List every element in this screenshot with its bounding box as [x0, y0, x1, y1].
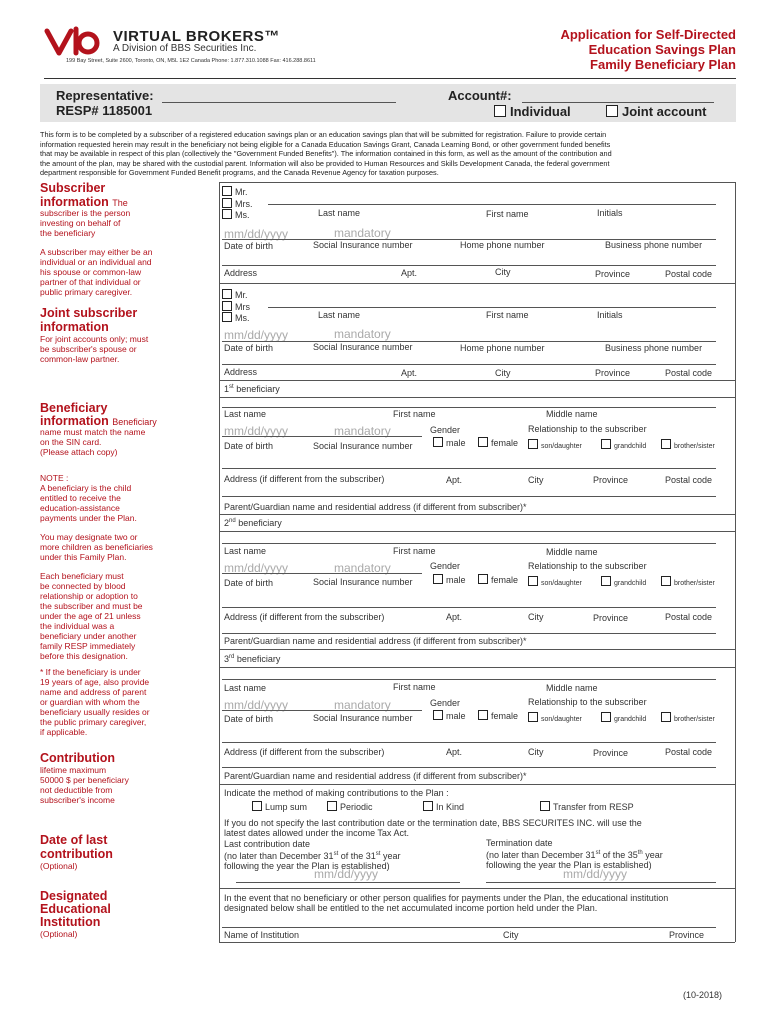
- beneficiary-1-male-checkbox[interactable]: [433, 437, 443, 447]
- subscriber-desc-2: A subscriber may either be an individual or an individual and his spouse or common-law partner of that individual or public primary caregiver.: [40, 247, 153, 297]
- beneficiary-1-grandchild-option[interactable]: grandchild: [601, 439, 646, 450]
- institution-province-label: Province: [669, 930, 705, 940]
- beneficiary-3-dob-input[interactable]: mm/dd/yyyy: [224, 698, 289, 712]
- title-mr-option[interactable]: Mr.: [222, 186, 253, 198]
- section-divider: [219, 380, 735, 381]
- termination-date-label: Termination date (no later than December 31st of the 35th year following the year the Plan is established): [486, 838, 663, 870]
- subscriber-first-name-label: First name: [486, 209, 529, 219]
- beneficiary-note-3: Each beneficiary must be connected by blood relationship or adoption to the subscriber and must be under the age of 21 unless the individual was a beneficiary under another family RESP immediately before this designation.: [40, 571, 143, 661]
- beneficiary-3-header: 3rd beneficiary: [224, 654, 281, 664]
- account-input[interactable]: [522, 102, 714, 103]
- joint-title-mrs-option[interactable]: Mrs: [222, 301, 250, 313]
- beneficiary-2-son-option[interactable]: son/daughter: [528, 576, 582, 587]
- beneficiary-2-son-checkbox[interactable]: [528, 576, 538, 586]
- last-contribution-date-label: Last contribution date (no later than December 31st of the 31st year following the year the Plan is established): [224, 839, 401, 871]
- contribution-method-label: Indicate the method of making contributions to the Plan :: [224, 788, 449, 798]
- section-divider: [219, 784, 735, 785]
- subscriber-business-phone-label: Business phone number: [605, 240, 703, 250]
- beneficiary-3-son-option[interactable]: son/daughter: [528, 712, 582, 723]
- lump-sum-option[interactable]: Lump sum: [252, 801, 307, 812]
- beneficiary-3-sin-input[interactable]: mandatory: [334, 698, 391, 712]
- beneficiary-3-female-checkbox[interactable]: [478, 710, 488, 720]
- joint-row2-line: [222, 341, 716, 342]
- beneficiary-3-gender-label: Gender: [430, 698, 461, 708]
- beneficiary-2-sibling-checkbox[interactable]: [661, 576, 671, 586]
- mrs-checkbox[interactable]: [222, 198, 232, 208]
- beneficiary-divider: [219, 531, 735, 532]
- lump-sum-checkbox[interactable]: [252, 801, 262, 811]
- beneficiary-3-address-label: Address (if different from the subscriber): [224, 747, 385, 757]
- last-contribution-optional: (Optional): [40, 861, 78, 871]
- beneficiary-2-dob-input[interactable]: mm/dd/yyyy: [224, 561, 289, 575]
- joint-home-phone-label: Home phone number: [460, 343, 545, 353]
- beneficiary-2-grandchild-checkbox[interactable]: [601, 576, 611, 586]
- beneficiary-1-guardian-label: Parent/Guardian name and residential address (if different from subscriber)*: [224, 502, 527, 512]
- header-rule: [44, 78, 736, 79]
- beneficiary-2-female-checkbox[interactable]: [478, 574, 488, 584]
- subscriber-dob-input[interactable]: mm/dd/yyyy: [224, 227, 289, 241]
- individual-option[interactable]: Individual: [494, 104, 571, 119]
- beneficiary-3-male-option[interactable]: male: [433, 710, 466, 721]
- representative-input[interactable]: [162, 102, 396, 103]
- title-ms-option[interactable]: Ms.: [222, 209, 253, 221]
- institution-note: In the event that no beneficiary or other person qualifies for payments under the Plan, the educational institution designated below shall be entitled to the net accumulated income portion held under the Plan.: [224, 893, 669, 913]
- brand-division: A Division of BBS Securities Inc.: [113, 43, 257, 54]
- joint-province-label: Province: [595, 368, 631, 378]
- subscriber-province-label: Province: [595, 269, 631, 279]
- beneficiary-1-province-label: Province: [593, 475, 629, 485]
- in-kind-checkbox[interactable]: [423, 801, 433, 811]
- individual-checkbox[interactable]: [494, 105, 506, 117]
- beneficiary-2-guardian-input[interactable]: [222, 633, 716, 634]
- beneficiary-2-sin-input[interactable]: mandatory: [334, 561, 391, 575]
- termination-date-input[interactable]: mm/dd/yyyy: [563, 867, 628, 881]
- subscriber-title-options: [222, 186, 253, 221]
- representative-label: Representative:: [56, 88, 154, 103]
- periodic-checkbox[interactable]: [327, 801, 337, 811]
- beneficiary-2-male-option[interactable]: male: [433, 574, 466, 585]
- title-mrs-option[interactable]: Mrs.: [222, 198, 253, 210]
- account-label: Account#:: [448, 88, 512, 103]
- form-version: (10-2018): [683, 990, 723, 1000]
- subscriber-city-label: City: [495, 267, 511, 277]
- beneficiary-1-address-input[interactable]: [222, 468, 716, 469]
- subscriber-home-phone-label: Home phone number: [460, 240, 545, 250]
- beneficiary-1-dob-line: [222, 436, 422, 437]
- institution-heading-2: Educational: [40, 902, 111, 916]
- beneficiary-3-city-label: City: [528, 747, 544, 757]
- beneficiary-3-guardian-label: Parent/Guardian name and residential address (if different from subscriber)*: [224, 771, 527, 781]
- last-contribution-heading: Date of last: [40, 833, 108, 847]
- joint-heading: Joint subscriber: [40, 306, 138, 320]
- subscriber-name-input[interactable]: [268, 204, 716, 205]
- beneficiary-1-male-option[interactable]: male: [433, 437, 466, 448]
- beneficiary-2-gender-label: Gender: [430, 561, 461, 571]
- beneficiary-1-first-name-label: First name: [393, 409, 436, 419]
- termination-date-line: [486, 882, 716, 883]
- beneficiary-3-sibling-checkbox[interactable]: [661, 712, 671, 722]
- beneficiary-3-relationship-label: Relationship to the subscriber: [528, 697, 647, 707]
- form-title: Application for Self-Directed Education Savings Plan Family Beneficiary Plan: [560, 27, 736, 72]
- beneficiary-divider: [219, 667, 735, 668]
- beneficiary-divider: [219, 514, 735, 515]
- company-address: 199 Bay Street, Suite 2600, Toronto, ON, M5L 1E2 Canada Phone: 1.877.310.1088 Fax: 416.288.8611: [66, 58, 316, 64]
- beneficiary-note: NOTE : A beneficiary is the child entitled to receive the education-assistance payments under the Plan.: [40, 473, 137, 523]
- institution-city-label: City: [503, 930, 519, 940]
- beneficiary-1-guardian-input[interactable]: [222, 496, 716, 497]
- subscriber-heading-2: information The: [40, 195, 128, 209]
- beneficiary-3-grandchild-option[interactable]: grandchild: [601, 712, 646, 723]
- joint-mrs-checkbox[interactable]: [222, 301, 232, 311]
- periodic-option[interactable]: Periodic: [327, 801, 373, 812]
- beneficiary-3-address-input[interactable]: [222, 742, 716, 743]
- joint-city-label: City: [495, 368, 511, 378]
- joint-ms-checkbox[interactable]: [222, 312, 232, 322]
- beneficiary-note-2: You may designate two or more children as beneficiaries under this Family Plan.: [40, 532, 153, 562]
- beneficiary-1-relationship-label: Relationship to the subscriber: [528, 424, 647, 434]
- beneficiary-note-4: * If the beneficiary is under 19 years of age, also provide name and address of parent or guardian with whom the beneficiary usually resides or the public primary caregiver, if applicable.: [40, 667, 150, 737]
- joint-heading-2: information: [40, 320, 109, 334]
- beneficiary-3-apt-label: Apt.: [446, 747, 463, 757]
- beneficiary-1-female-option[interactable]: female: [478, 437, 518, 448]
- beneficiary-1-dob-input[interactable]: mm/dd/yyyy: [224, 424, 289, 438]
- beneficiary-2-male-checkbox[interactable]: [433, 574, 443, 584]
- subscriber-heading: Subscriber: [40, 181, 106, 195]
- beneficiary-1-city-label: City: [528, 475, 544, 485]
- beneficiary-2-apt-label: Apt.: [446, 612, 463, 622]
- beneficiary-2-guardian-label: Parent/Guardian name and residential address (if different from subscriber)*: [224, 636, 527, 646]
- beneficiary-3-grandchild-checkbox[interactable]: [601, 712, 611, 722]
- institution-input[interactable]: [222, 927, 716, 928]
- subscriber-address-input[interactable]: [222, 265, 716, 266]
- beneficiary-3-name-input[interactable]: [222, 679, 716, 680]
- beneficiary-1-sibling-option[interactable]: brother/sister: [661, 439, 715, 450]
- brand-name: VIRTUAL BROKERS™: [113, 28, 280, 45]
- beneficiary-1-header: 1st beneficiary: [224, 384, 280, 394]
- beneficiary-2-province-label: Province: [593, 613, 629, 623]
- subscriber-postal-label: Postal code: [665, 269, 713, 279]
- joint-initials-label: Initials: [597, 310, 623, 320]
- beneficiary-1-female-checkbox[interactable]: [478, 437, 488, 447]
- beneficiary-1-son-option[interactable]: son/daughter: [528, 439, 582, 450]
- joint-dob-input[interactable]: mm/dd/yyyy: [224, 328, 289, 342]
- beneficiary-3-sibling-option[interactable]: brother/sister: [661, 712, 715, 723]
- subscriber-sin-label: Social Insurance number: [313, 240, 413, 250]
- joint-title-ms-option[interactable]: Ms.: [222, 312, 250, 324]
- beneficiary-1-sin-input[interactable]: mandatory: [334, 424, 391, 438]
- last-contribution-date-line: [236, 882, 460, 883]
- beneficiary-3-middle-name-label: Middle name: [546, 683, 598, 693]
- ms-checkbox[interactable]: [222, 209, 232, 219]
- joint-account-option[interactable]: Joint account: [606, 104, 707, 119]
- joint-last-name-label: Last name: [318, 310, 361, 320]
- beneficiary-2-sin-label: Social Insurance number: [313, 577, 413, 587]
- joint-title-mr-option[interactable]: Mr.: [222, 289, 250, 301]
- beneficiary-2-dob-line: [222, 573, 422, 574]
- joint-title-options: [222, 289, 250, 324]
- beneficiary-3-province-label: Province: [593, 748, 629, 758]
- beneficiary-2-name-input[interactable]: [222, 543, 716, 544]
- beneficiary-3-sin-label: Social Insurance number: [313, 713, 413, 723]
- beneficiary-1-postal-label: Postal code: [665, 475, 713, 485]
- beneficiary-2-postal-label: Postal code: [665, 612, 713, 622]
- beneficiary-1-middle-name-label: Middle name: [546, 409, 598, 419]
- beneficiary-3-female-option[interactable]: female: [478, 710, 518, 721]
- beneficiary-3-first-name-label: First name: [393, 682, 436, 692]
- beneficiary-2-middle-name-label: Middle name: [546, 547, 598, 557]
- intro-paragraph: This form is to be completed by a subscriber of a registered education savings plan or an education savings plan that will be submitted for registration. Failure to provide certain information requested herein may result in the beneficiary not being eligible for a Canada Education Savings Grant, Canada Learning Bond, or other government funded benefits that may be available in respect of this plan (collectively the "Government Funded Benefits"). The information contained in this form, as well as the amount of the contribution and the amount of the plan, may be shared with the custodial parent. Information will also be provided to Human Resources and Skills Development Canada, the federal government department responsible for Government Funded Benefit programs, and the Canada Revenue Agency for taxation purposes.: [40, 130, 612, 178]
- form-panel-right-border: [735, 182, 736, 942]
- subscriber-sin-input[interactable]: mandatory: [334, 226, 391, 240]
- joint-sin-label: Social Insurance number: [313, 342, 413, 352]
- form-panel-bottom-border: [219, 942, 735, 943]
- section-divider: [219, 888, 735, 889]
- joint-desc: For joint accounts only; must be subscriber's spouse or common-law partner.: [40, 334, 149, 364]
- dates-note: If you do not specify the last contribution date or the termination date, BBS SECURITES INC. will use the latest dates allowed under the income Tax Act.: [224, 818, 642, 838]
- beneficiary-1-grandchild-checkbox[interactable]: [601, 439, 611, 449]
- beneficiary-3-dob-label: Date of birth: [224, 714, 274, 724]
- beneficiary-divider: [219, 397, 735, 398]
- transfer-resp-checkbox[interactable]: [540, 801, 550, 811]
- beneficiary-heading: Beneficiary: [40, 401, 108, 415]
- institution-heading-3: Institution: [40, 915, 101, 929]
- resp-number: RESP# 1185001: [56, 103, 153, 118]
- vb-logo-icon: [44, 25, 106, 59]
- beneficiary-2-relationship-label: Relationship to the subscriber: [528, 561, 647, 571]
- beneficiary-3-guardian-input[interactable]: [222, 767, 716, 768]
- institution-name-label: Name of Institution: [224, 930, 300, 940]
- beneficiary-3-son-checkbox[interactable]: [528, 712, 538, 722]
- subscriber-last-name-label: Last name: [318, 208, 361, 218]
- beneficiary-1-sibling-checkbox[interactable]: [661, 439, 671, 449]
- beneficiary-1-son-checkbox[interactable]: [528, 439, 538, 449]
- joint-first-name-label: First name: [486, 310, 529, 320]
- beneficiary-3-postal-label: Postal code: [665, 747, 713, 757]
- beneficiary-2-address-label: Address (if different from the subscriber): [224, 612, 385, 622]
- joint-apt-label: Apt.: [401, 368, 418, 378]
- beneficiary-3-male-checkbox[interactable]: [433, 710, 443, 720]
- subscriber-apt-label: Apt.: [401, 268, 418, 278]
- in-kind-option[interactable]: In Kind: [423, 801, 464, 812]
- beneficiary-1-gender-label: Gender: [430, 425, 461, 435]
- last-contribution-heading-2: contribution: [40, 847, 113, 861]
- joint-sin-input[interactable]: mandatory: [334, 327, 391, 341]
- beneficiary-desc: name must match the name on the SIN card. (Please attach copy): [40, 427, 146, 457]
- beneficiary-1-sin-label: Social Insurance number: [313, 441, 413, 451]
- beneficiary-2-last-name-label: Last name: [224, 546, 267, 556]
- last-contribution-date-input[interactable]: mm/dd/yyyy: [314, 867, 379, 881]
- form-panel-top-border: [219, 182, 735, 183]
- section-divider: [219, 283, 735, 284]
- mr-checkbox[interactable]: [222, 186, 232, 196]
- beneficiary-1-dob-label: Date of birth: [224, 441, 274, 451]
- beneficiary-divider: [219, 649, 735, 650]
- beneficiary-1-last-name-label: Last name: [224, 409, 267, 419]
- beneficiary-2-sibling-option[interactable]: brother/sister: [661, 576, 715, 587]
- institution-heading: Designated: [40, 889, 108, 903]
- beneficiary-2-dob-label: Date of birth: [224, 578, 274, 588]
- form-panel-left-border: [219, 182, 220, 942]
- joint-account-checkbox[interactable]: [606, 105, 618, 117]
- joint-business-phone-label: Business phone number: [605, 343, 703, 353]
- joint-mr-checkbox[interactable]: [222, 289, 232, 299]
- beneficiary-3-last-name-label: Last name: [224, 683, 267, 693]
- beneficiary-3-dob-line: [222, 710, 422, 711]
- institution-optional: (Optional): [40, 929, 78, 939]
- joint-postal-label: Postal code: [665, 368, 713, 378]
- beneficiary-2-first-name-label: First name: [393, 546, 436, 556]
- contribution-desc: lifetime maximum 50000 $ per beneficiary not deductible from subscriber's income: [40, 765, 129, 805]
- subscriber-dob-label: Date of birth: [224, 241, 274, 251]
- beneficiary-1-address-label: Address (if different from the subscriber): [224, 474, 385, 484]
- beneficiary-1-name-input[interactable]: [222, 407, 716, 408]
- transfer-resp-option[interactable]: Transfer from RESP: [540, 801, 634, 812]
- subscriber-desc: subscriber is the person investing on behalf of the beneficiary: [40, 208, 131, 238]
- beneficiary-1-apt-label: Apt.: [446, 475, 463, 485]
- beneficiary-2-address-input[interactable]: [222, 607, 716, 608]
- subscriber-initials-label: Initials: [597, 208, 623, 218]
- joint-name-input[interactable]: [268, 307, 716, 308]
- joint-address-input[interactable]: [222, 364, 716, 365]
- beneficiary-2-female-option[interactable]: female: [478, 574, 518, 585]
- beneficiary-2-header: 2nd beneficiary: [224, 518, 282, 528]
- beneficiary-heading-2: information Beneficiary: [40, 414, 157, 428]
- beneficiary-2-city-label: City: [528, 612, 544, 622]
- joint-dob-label: Date of birth: [224, 343, 274, 353]
- contribution-heading: Contribution: [40, 751, 115, 765]
- joint-address-label: Address: [224, 367, 258, 377]
- beneficiary-2-grandchild-option[interactable]: grandchild: [601, 576, 646, 587]
- subscriber-address-label: Address: [224, 268, 258, 278]
